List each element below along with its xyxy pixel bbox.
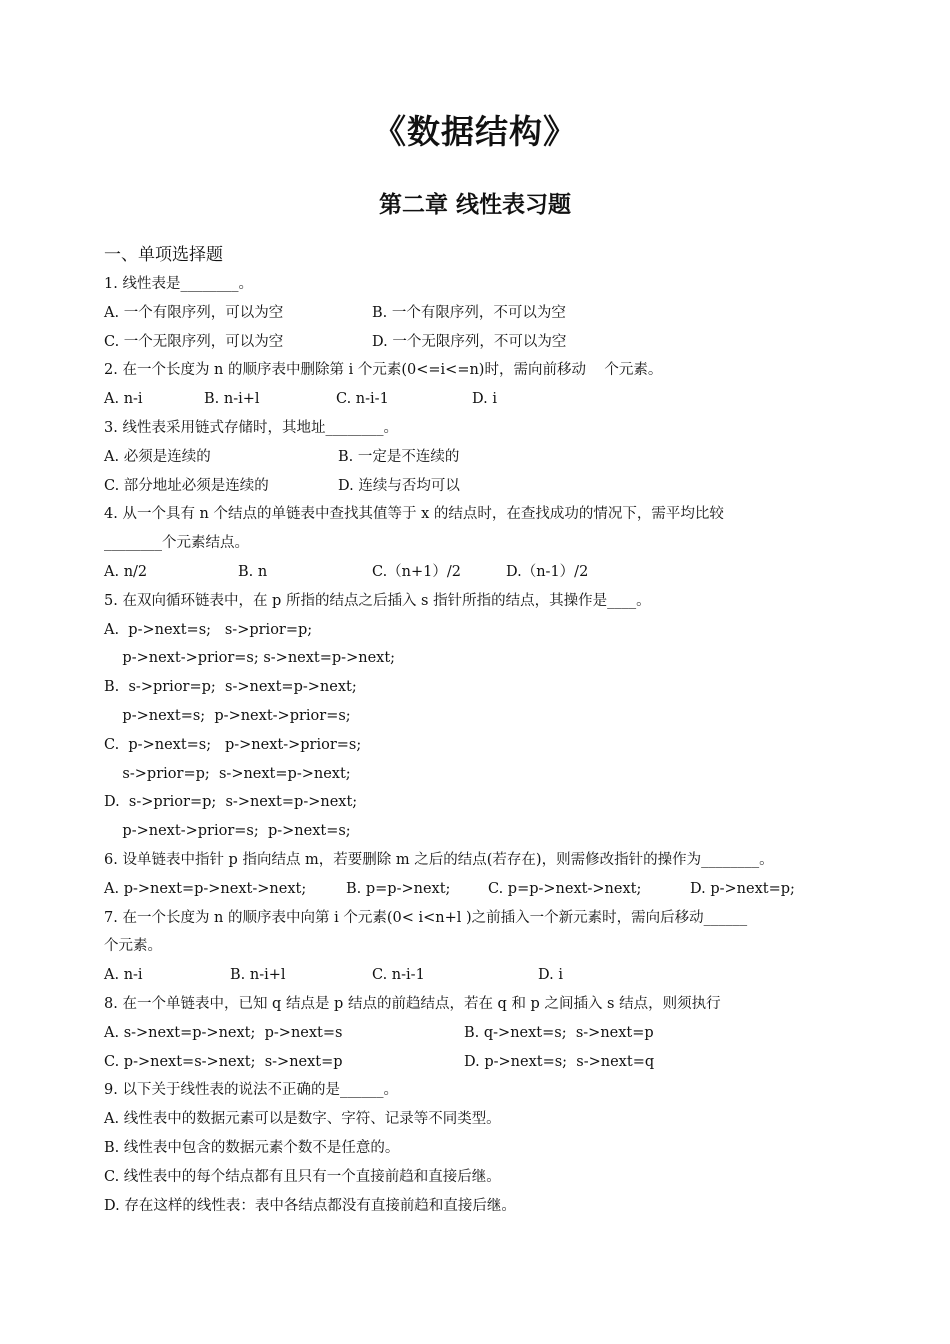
answer-option: C. 部分地址必须是连续的: [104, 477, 269, 494]
question-line: 9. 以下关于线性表的说法不正确的是______。: [104, 1082, 398, 1099]
answer-option: D. i: [538, 967, 563, 984]
question-line: ________个元素结点。: [104, 535, 249, 552]
answer-option: C. p->next=s->next; s->next=p: [104, 1053, 343, 1070]
question-line: p->next->prior=s; s->next=p->next;: [104, 650, 396, 667]
answer-option: A. 一个有限序列，可以为空: [104, 304, 284, 321]
question-line: 3. 线性表采用链式存储时，其地址________。: [104, 420, 398, 436]
answer-option: B. p=p->next;: [346, 880, 451, 897]
answer-option: C. p=p->next->next;: [488, 880, 642, 897]
section-heading: 一、单项选择题: [104, 245, 223, 265]
question-line: 8. 在一个单链表中，已知 q 结点是 p 结点的前趋结点，若在 q 和 p 之间插入 s 结点，则须执行: [104, 996, 721, 1012]
question-line: C. p->next=s; p->next->prior=s;: [104, 736, 362, 753]
question-line: D. s->prior=p; s->next=p->next;: [104, 794, 358, 811]
answer-option: B. n-i+l: [204, 391, 260, 408]
question-line: 2. 在一个长度为 n 的顺序表中删除第 i 个元素(0<=i<=n)时，需向前移动 个元素。: [104, 362, 663, 379]
answer-option: C. n-i-1: [372, 967, 425, 984]
question-line: p->next->prior=s; p->next=s;: [104, 823, 351, 840]
answer-option: A. 必须是连续的: [104, 448, 211, 465]
question-line: B. s->prior=p; s->next=p->next;: [104, 679, 357, 696]
answer-option: C. n-i-1: [336, 391, 389, 408]
question-line: D. 存在这样的线性表：表中各结点都没有直接前趋和直接后继。: [104, 1197, 516, 1214]
question-line: 5. 在双向循环链表中，在 p 所指的结点之后插入 s 指针所指的结点，其操作是____。: [104, 592, 651, 609]
question-line: C. 线性表中的每个结点都有且只有一个直接前趋和直接后继。: [104, 1168, 501, 1185]
answer-option: A. n-i: [104, 967, 143, 984]
answer-option: D. 一个无限序列，不可以为空: [372, 333, 567, 350]
question-line: 1. 线性表是________。: [104, 276, 253, 292]
answer-option: C. 一个无限序列，可以为空: [104, 333, 284, 350]
question-line: A. p->next=s; s->prior=p;: [104, 621, 313, 638]
question-line: B. 线性表中包含的数据元素个数不是任意的。: [104, 1140, 400, 1156]
answer-option: D. p->next=s; s->next=q: [464, 1053, 655, 1070]
answer-option: A. n-i: [104, 391, 143, 408]
answer-option: B. n-i+l: [230, 967, 286, 984]
question-line: 4. 从一个具有 n 个结点的单链表中查找其值等于 x 的结点时，在查找成功的情况下，需平均比较: [104, 506, 724, 523]
answer-option: D. i: [472, 391, 497, 408]
answer-option: D.（n-1）/2: [506, 564, 589, 580]
answer-option: B. 一个有限序列，不可以为空: [372, 304, 566, 321]
question-line: 7. 在一个长度为 n 的顺序表中向第 i 个元素(0< i<n+l )之前插入一个新元素时，需向后移动______: [104, 909, 748, 926]
answer-option: B. q->next=s; s->next=p: [464, 1024, 654, 1041]
chapter-title: 第二章 线性表习题: [378, 192, 571, 218]
question-line: s->prior=p; s->next=p->next;: [104, 765, 351, 782]
answer-option: D. 连续与否均可以: [338, 477, 460, 494]
answer-option: A. s->next=p->next; p->next=s: [104, 1024, 343, 1041]
answer-option: A. n/2: [104, 564, 148, 580]
answer-option: D. p->next=p;: [690, 880, 795, 897]
question-line: 6. 设单链表中指针 p 指向结点 m，若要删除 m 之后的结点(若存在)，则需修改指针的操作为________。: [104, 852, 774, 868]
question-line: A. 线性表中的数据元素可以是数字、字符、记录等不同类型。: [104, 1111, 501, 1128]
answer-option: B. 一定是不连续的: [338, 448, 460, 465]
question-line: p->next=s; p->next->prior=s;: [104, 708, 351, 724]
answer-option: B. n: [238, 564, 268, 580]
answer-option: A. p->next=p->next->next;: [104, 880, 307, 897]
answer-option: C.（n+1）/2: [372, 564, 462, 580]
document-title: 《数据结构》: [373, 112, 577, 151]
question-line: 个元素。: [104, 938, 162, 955]
